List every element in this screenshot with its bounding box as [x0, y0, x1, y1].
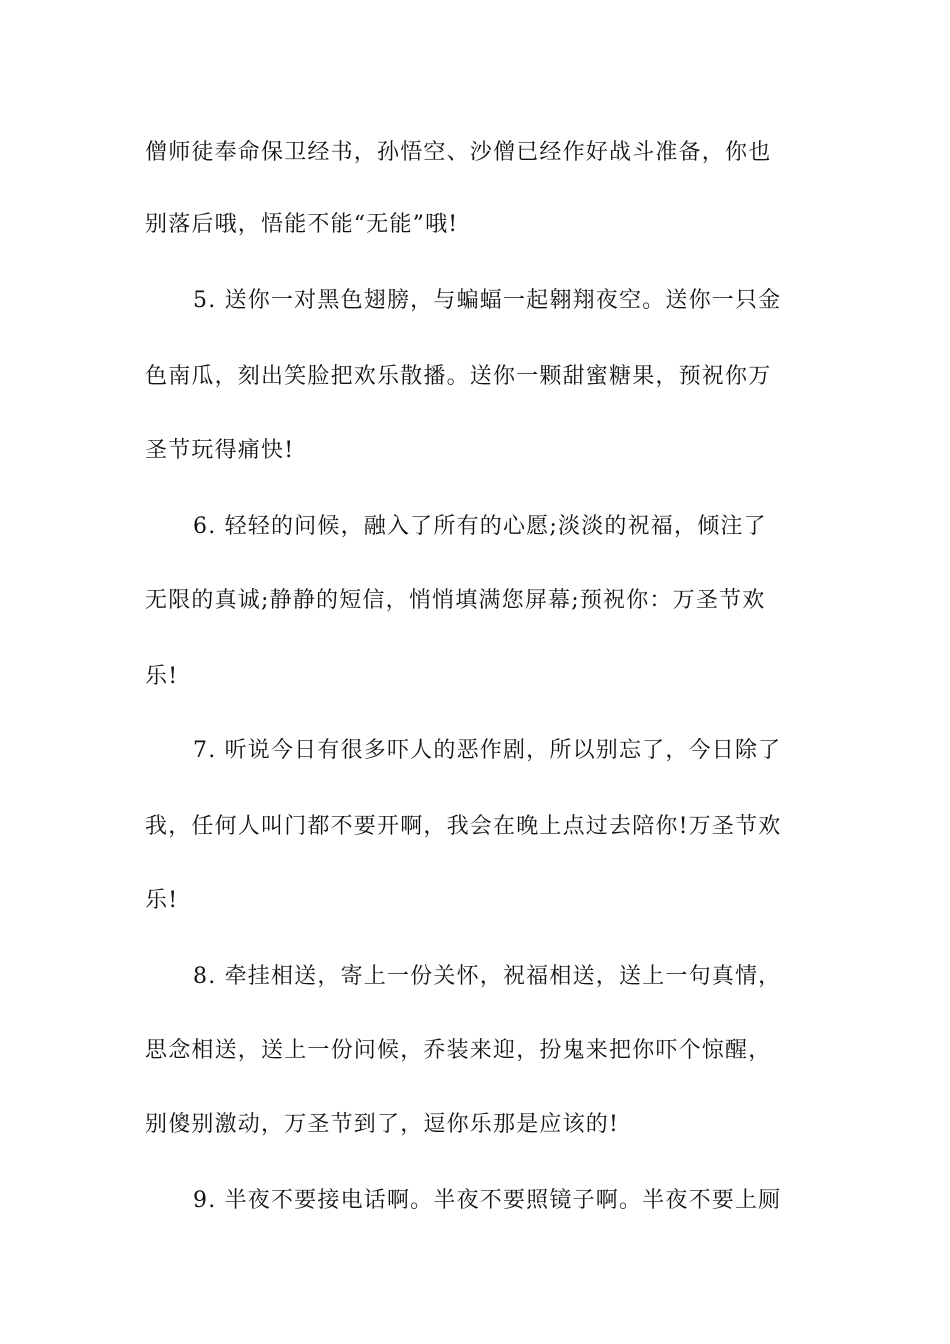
text-line: 乐!: [145, 664, 179, 689]
text-line: 别傻别激动，万圣节到了，逗你乐那是应该的!: [145, 1112, 620, 1137]
text-line: 乐!: [145, 888, 179, 913]
text-line: 别落后哦，悟能不能“无能”哦!: [145, 212, 459, 237]
text-line: 色南瓜，刻出笑脸把欢乐散播。送你一颗甜蜜糖果，预祝你万: [145, 364, 772, 389]
paragraph-5-first-line: 5. 送你一对黑色翅膀，与蝙蝠一起翱翔夜空。送你一只金: [193, 288, 782, 313]
text-line: 圣节玩得痛快!: [145, 438, 295, 463]
paragraph-8-first-line: 8. 牵挂相送，寄上一份关怀，祝福相送，送上一句真情，: [193, 964, 782, 989]
paragraph-6-first-line: 6. 轻轻的问候，融入了所有的心愿;淡淡的祝福，倾注了: [193, 514, 767, 539]
paragraph-7-first-line: 7. 听说今日有很多吓人的恶作剧，所以别忘了，今日除了: [193, 738, 782, 763]
text-line: 无限的真诚;静静的短信，悄悄填满您屏幕;预祝你：万圣节欢: [145, 588, 766, 613]
text-line: 僧师徒奉命保卫经书，孙悟空、沙僧已经作好战斗准备，你也: [145, 140, 772, 165]
paragraph-9-first-line: 9. 半夜不要接电话啊。半夜不要照镜子啊。半夜不要上厕: [193, 1188, 782, 1213]
text-line: 我，任何人叫门都不要开啊，我会在晚上点过去陪你!万圣节欢: [145, 814, 782, 839]
text-line: 思念相送，送上一份问候，乔装来迎，扮鬼来把你吓个惊醒，: [145, 1038, 772, 1063]
